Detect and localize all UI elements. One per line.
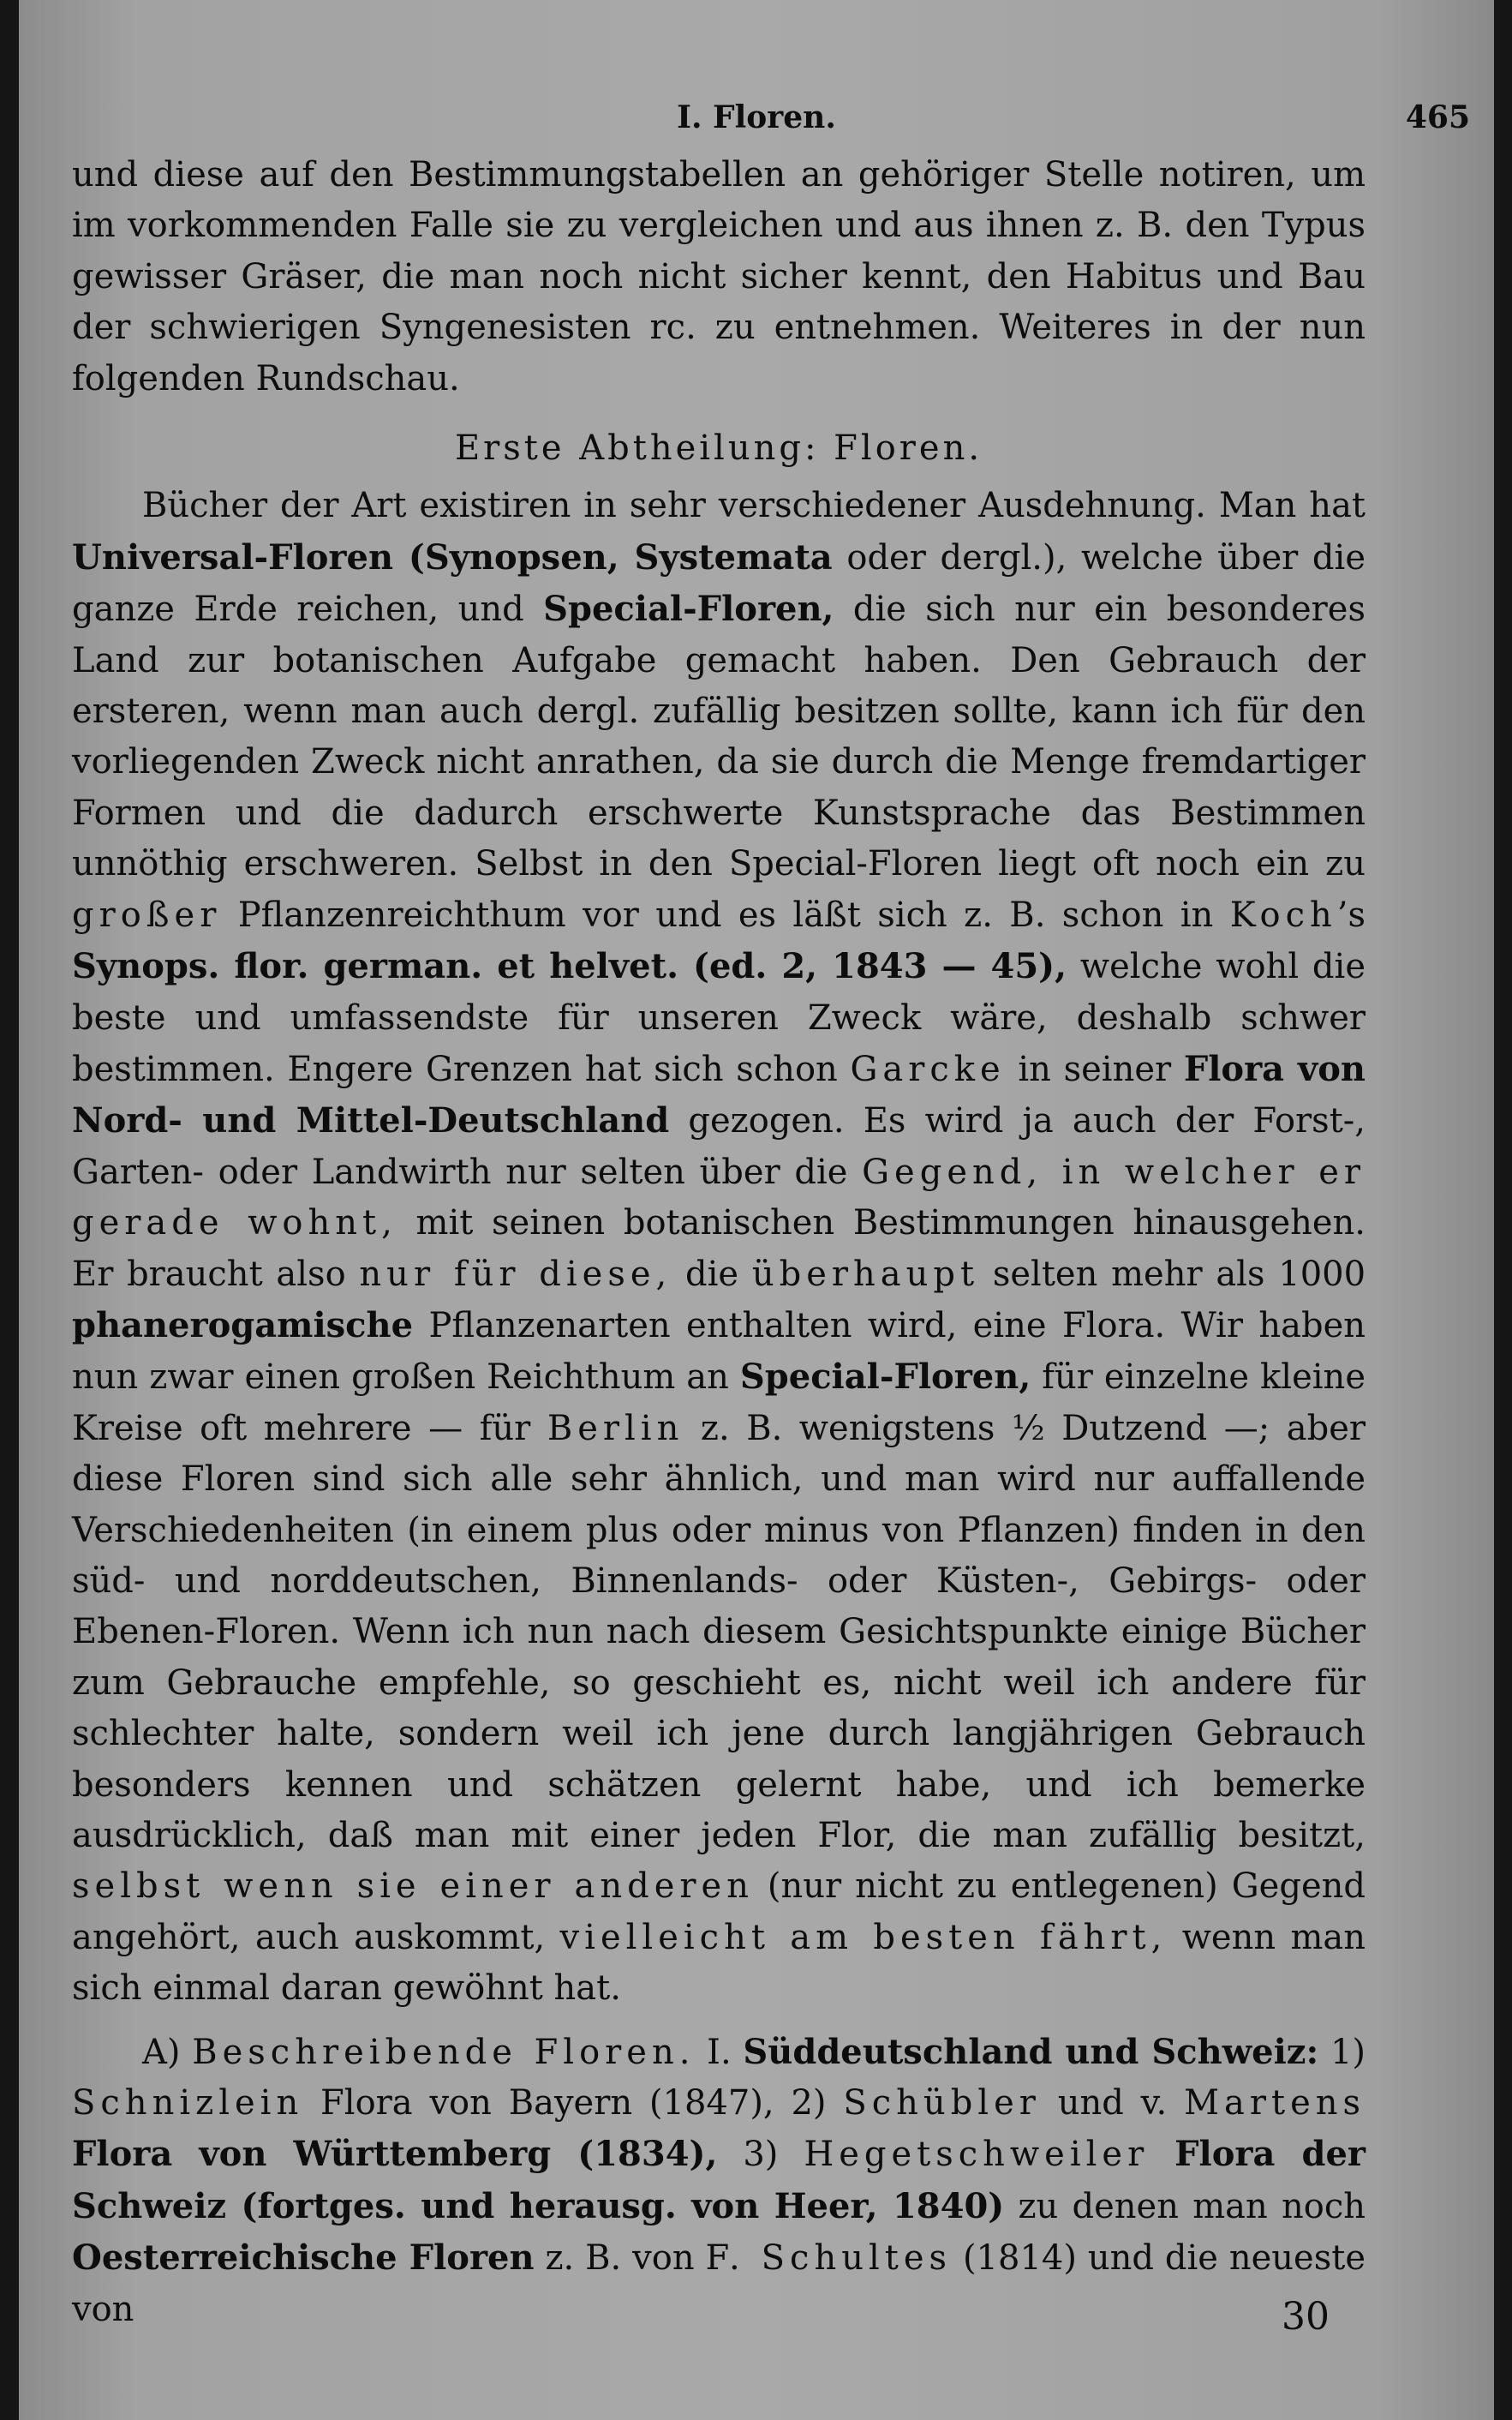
- count-1000: 1000: [1278, 1254, 1366, 1294]
- spaced-gegend: Gegend, in welcher er gerade wohnt,: [72, 1152, 1366, 1243]
- title-flora-nord-mittel: Flora von Nord- und Mittel-Deutschland: [72, 1048, 1366, 1141]
- author-schultes: F. Schultes: [705, 2238, 953, 2279]
- term-universal-floren: Universal-Floren (Synopsen, Systemata: [72, 536, 833, 578]
- signature-mark: 30: [1282, 2295, 1330, 2339]
- floren-list-paragraph: A) Beschreibende Floren. I. Süddeutschland und Schweiz: 1) Schnizlein Flora von Bayern (1847), 2) Schübler und v. Martens Flora von Württemberg (1834), 3) Hegetschweiler Flora der Schweiz (fortges. und herausg. von Heer, 1840) zu denen man noch Oesterreichische Floren z. B. von F. Schultes (1814) und die neueste von: [72, 2031, 1366, 2329]
- author-hegetschweiler: Hegetschweiler: [804, 2135, 1150, 2175]
- page-number: 465: [1405, 99, 1470, 135]
- page-body: [72, 150, 1366, 2335]
- title-oesterreichische-floren: Oesterreichische Floren: [72, 2237, 535, 2279]
- book-page: [19, 0, 1494, 2420]
- section-heading: Erste Abtheilung: Floren.: [454, 428, 983, 469]
- title-synops: Synops. flor. german. et helvet. (ed. 2, 1843 — 45),: [72, 946, 1067, 987]
- place-berlin: Berlin: [547, 1408, 684, 1448]
- spaced-selbst-wenn: selbst wenn sie einer anderen: [72, 1866, 754, 1907]
- author-garcke: Garcke: [850, 1049, 1006, 1089]
- term-phanerogamische: phanerogamische: [72, 1304, 414, 1345]
- term-special-floren: Special-Floren,: [543, 589, 834, 630]
- author-martens: Martens: [1184, 2083, 1366, 2123]
- page-header: [19, 91, 1494, 142]
- intro-paragraph: und diese auf den Bestimmungstabellen an gehöriger Stelle notiren, um im vorkommenden Falle sie zu vergleichen und aus ihnen z. B. den Typus gewisser Gräser, die man noch nicht sicher kennt, den Habitus und Bau der schwierigen Syngenesisten rc. zu entnehmen. Weiteres in der nun folgenden Rundschau.: [72, 155, 1366, 398]
- author-koch: Koch: [1229, 895, 1337, 935]
- spaced-nur-fuer-diese: nur für diese,: [359, 1254, 672, 1294]
- title-flora-wuerttemberg: Flora von Württemberg (1834),: [72, 2134, 718, 2175]
- region-sueddeutschland: Süddeutschland und Schweiz:: [743, 2031, 1319, 2072]
- running-head: I. Floren.: [677, 99, 836, 135]
- term-special-floren-2: Special-Floren,: [739, 1357, 1031, 1398]
- spaced-vielleicht: vielleicht am besten fährt,: [559, 1917, 1168, 1957]
- author-schnizlein: Schnizlein: [72, 2083, 304, 2123]
- spaced-grosser: großer: [72, 895, 222, 935]
- main-paragraph: Bücher der Art existiren in sehr verschiedener Ausdehnung. Man hat Universal-Floren (Synopsen, Systemata oder dergl.), welche über die ganze Erde reichen, und Special-Floren, die sich nur ein besonderes Land zur botanischen Aufgabe gemacht haben. Den Gebrauch der ersteren, wenn man auch dergl. zufällig besitzen sollte, kann ich für den vorliegenden Zweck nicht anrathen, da sie durch die Menge fremdartiger Formen und die dadurch erschwerte Kunstsprache das Bestimmen unnöthig erschweren. Selbst in den Special-Floren liegt oft noch ein zu großer Pflanzenreichthum vor und es läßt sich z. B. schon in Koch’s Synops. flor. german. et helvet. (ed. 2, 1843 — 45), welche wohl die beste und umfassendste für unseren Zweck wäre, deshalb schwer bestimmen. Engere Grenzen hat sich schon Garcke in seiner Flora von Nord- und Mittel-Deutschland gezogen. Es wird ja auch der Forst-, Garten- oder Landwirth nur selten über die Gegend, in welcher er gerade wohnt, mit seinen botanischen Bestimmungen hinausgehen. Er braucht also nur für diese, die überhaupt selten mehr als 1000 phanerogamische Pflanzenarten enthalten wird, eine Flora. Wir haben nun zwar einen großen Reichthum an Special-Floren, für einzelne kleine Kreise oft mehrere — für Berlin z. B. wenigstens ½ Dutzend —; aber diese Floren sind sich alle sehr ähnlich, und man wird nur auffallende Verschiedenheiten (in einem plus oder minus von Pflanzen) finden in den süd- und norddeutschen, Binnenlands- oder Küsten-, Gebirgs- oder Ebenen-Floren. Wenn ich nun nach diesem Gesichtspunkte einige Bücher zum Gebrauche empfehle, so geschieht es, nicht weil ich andere für schlechter halte, sondern weil ich jene durch langjährigen Gebrauch besonders kennen und schätzen gelernt habe, und ich bemerke ausdrücklich, daß man mit einer jeden Flor, die man zufällig besitzt, selbst wenn sie einer anderen (nur nicht zu entlegenen) Gegend angehört, auch auskommt, vielleicht am besten fährt, wenn man sich einmal daran gewöhnt hat.: [72, 486, 1366, 2009]
- title-flora-schweiz: Flora der Schweiz (fortges. und herausg. von Heer, 1840): [72, 2134, 1366, 2226]
- author-schuebler: Schübler: [843, 2083, 1041, 2123]
- spaced-beschreibende-floren: Beschreibende Floren.: [192, 2032, 696, 2072]
- spaced-ueberhaupt: überhaupt: [751, 1254, 980, 1294]
